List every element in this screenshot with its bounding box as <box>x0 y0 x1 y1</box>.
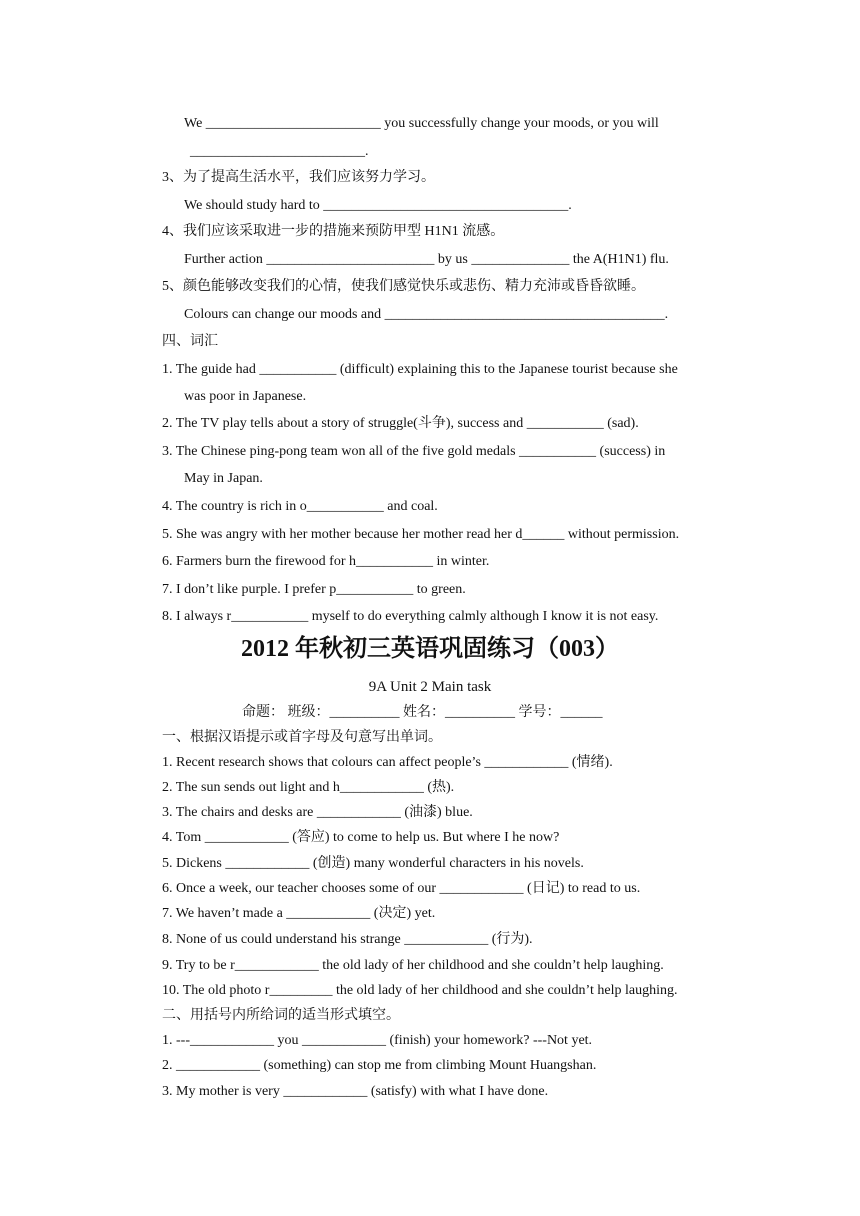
page-title: 2012 年秋初三英语巩固练习（003） <box>241 636 619 662</box>
text-line: 4、我们应该采取进一步的措施来预防甲型 H1N1 流感。 <box>162 224 505 239</box>
question-item: 4. The country is rich in o___________ and coal. <box>162 499 438 514</box>
text-line: We _________________________ you successfully change your moods, or you will <box>184 116 659 131</box>
text-line: _________________________. <box>190 144 369 159</box>
question-item: 3. The chairs and desks are ____________ (油漆) blue. <box>162 805 473 820</box>
section-heading: 二、用括号内所给词的适当形式填空。 <box>162 1008 400 1023</box>
page-subtitle: 9A Unit 2 Main task <box>368 679 492 695</box>
question-item: 10. The old photo r_________ the old lady of her childhood and she couldn’t help laughing. <box>162 983 678 998</box>
question-item: 2. ____________ (something) can stop me from climbing Mount Huangshan. <box>162 1058 597 1073</box>
question-item: 5. She was angry with her mother because her mother read her d______ without permission. <box>162 527 680 542</box>
text-line: 3、为了提高生活水平，我们应该努力学习。 <box>162 170 435 185</box>
question-item: 3. My mother is very ____________ (satisfy) with what I have done. <box>162 1084 549 1099</box>
question-item: 1. ---____________ you ____________ (finish) your homework? ---Not yet. <box>162 1033 593 1048</box>
text-line: 5、颜色能够改变我们的心情，使我们感觉快乐或悲伤、精力充沛或昏昏欲睡。 <box>162 279 645 294</box>
text-line: Further action ________________________ by us ______________ the A(H1N1) flu. <box>184 252 669 267</box>
question-item: 6. Farmers burn the firewood for h___________ in winter. <box>162 554 490 569</box>
question-item: 9. Try to be r____________ the old lady of her childhood and she couldn’t help laughing. <box>162 958 664 973</box>
question-item: 8. I always r___________ myself to do everything calmly although I know it is not easy. <box>162 609 659 624</box>
question-item: 7. I don’t like purple. I prefer p___________ to green. <box>162 582 466 597</box>
student-info-line: 命题： 班级：__________ 姓名：__________ 学号：______ <box>242 705 603 720</box>
question-item: 7. We haven’t made a ____________ (决定) yet. <box>162 906 436 921</box>
question-item: 1. The guide had ___________ (difficult) explaining this to the Japanese tourist because she <box>162 362 678 377</box>
text-line: was poor in Japanese. <box>184 389 307 404</box>
section-heading: 四、词汇 <box>162 334 218 349</box>
question-item: 3. The Chinese ping-pong team won all of the five gold medals ___________ (success) in <box>162 444 666 459</box>
text-line: Colours can change our moods and ________________________________________. <box>184 307 669 322</box>
text-line: We should study hard to ___________________________________. <box>184 198 572 213</box>
question-item: 4. Tom ____________ (答应) to come to help us. But where I he now? <box>162 830 560 845</box>
question-item: 1. Recent research shows that colours can affect people’s ____________ (情绪). <box>162 755 613 770</box>
question-item: 2. The sun sends out light and h____________ (热). <box>162 780 455 795</box>
question-item: 2. The TV play tells about a story of struggle(斗争), success and ___________ (sad). <box>162 416 639 431</box>
section-heading: 一、根据汉语提示或首字母及句意写出单词。 <box>162 730 442 745</box>
question-item: 8. None of us could understand his strange ____________ (行为). <box>162 932 533 947</box>
question-item: 6. Once a week, our teacher chooses some of our ____________ (日记) to read to us. <box>162 881 641 896</box>
text-line: May in Japan. <box>184 471 263 486</box>
question-item: 5. Dickens ____________ (创造) many wonderful characters in his novels. <box>162 856 584 871</box>
